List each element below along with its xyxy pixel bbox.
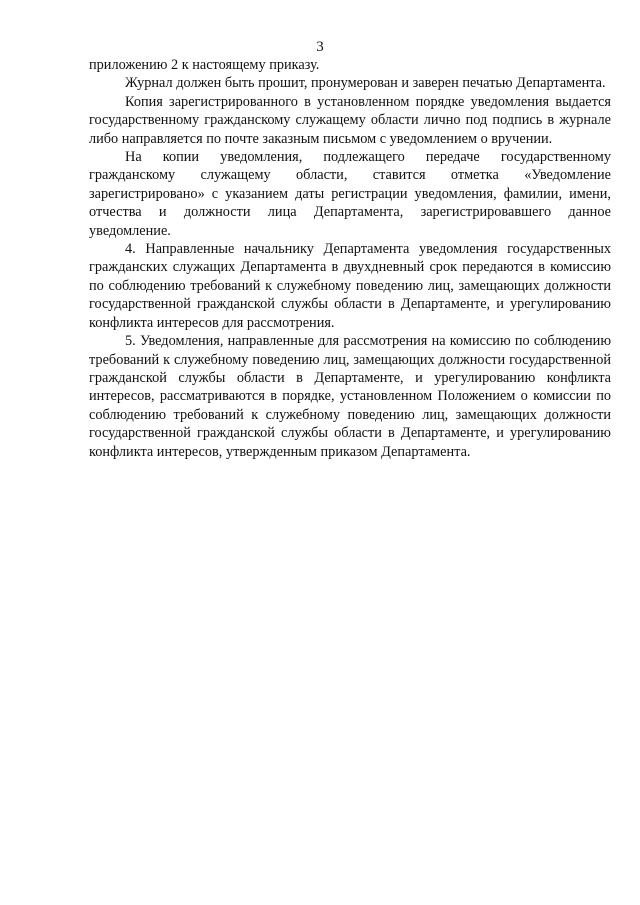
paragraph-copy-issued: Копия зарегистрированного в установленном порядке уведомления выдается государственному гражданскому служащему области лично под подпись в журнале либо направляется по почте заказным письмом с уведомлением о вручении.: [89, 93, 611, 147]
paragraph-continuation: приложению 2 к настоящему приказу.: [89, 57, 320, 73]
paragraph-item-4: 4. Направленные начальнику Департамента уведомления государственных гражданских служащих Департамента в двухдневный срок передаются в комиссию по соблюдению требований к служебному поведению лиц, замещающих должности государственной гражданской службы области в Департаменте, и урегулированию конфликта интересов для рассмотрения.: [89, 241, 611, 331]
paragraph-item-5: 5. Уведомления, направленные для рассмотрения на комиссию по соблюдению требований к служебному поведению лиц, замещающих должности государственной гражданской службы области в Департаменте, и урегулированию конфликта интересов, рассматриваются в порядке, установленном Положением о комиссии по соблюдению требований к служебному поведению лиц, замещающих должности государственной гражданской службы области в Департаменте, и урегулированию конфликта интересов, утвержденным приказом Департамента.: [89, 333, 611, 460]
page-number: 3: [316, 39, 324, 55]
paragraph-copy-mark: На копии уведомления, подлежащего передаче государственному гражданскому служащему области, ставится отметка «Уведомление зарегистрировано» с указанием даты регистрации уведомления, фамилии, имени, отчества и должности лица Департамента, зарегистрировавшего данное уведомление.: [89, 149, 611, 239]
paragraph-journal: Журнал должен быть прошит, пронумерован и заверен печатью Департамента.: [125, 75, 606, 92]
document-body: [89, 56, 611, 461]
